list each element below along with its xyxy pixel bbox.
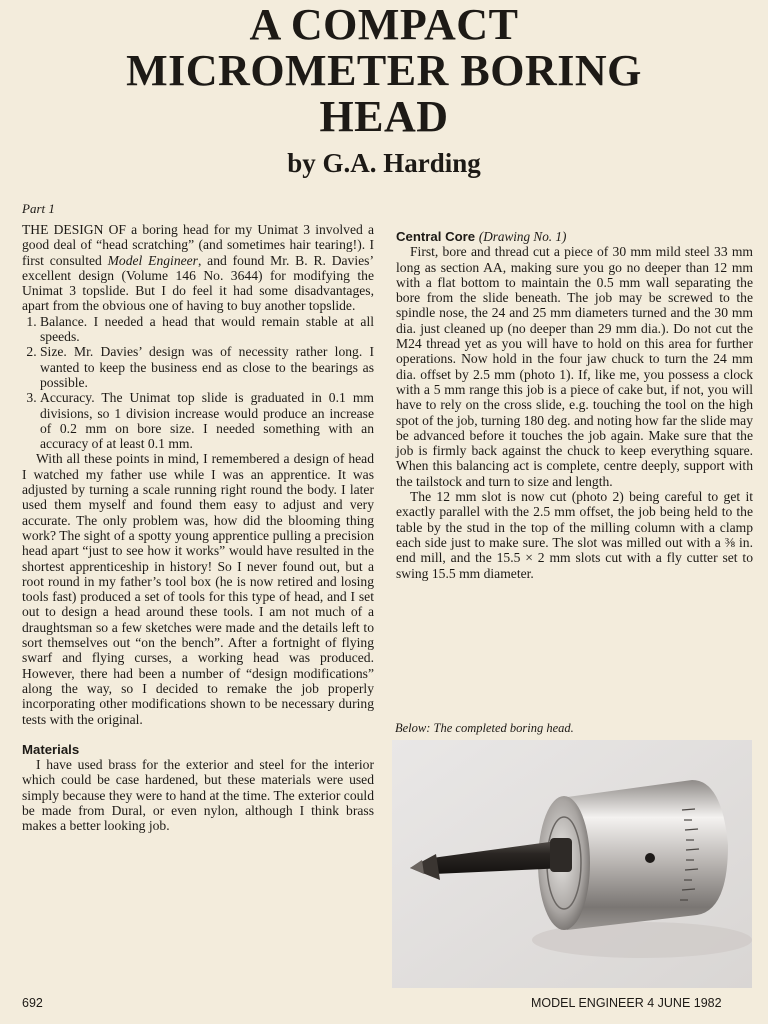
- photo-caption: Below: The completed boring head.: [395, 721, 574, 735]
- magazine-name: Model Engineer: [107, 252, 198, 268]
- materials-paragraph: I have used brass for the exterior and steel for the interior which could be case hardened, but these materials were used simply because they were to hand at the time. The exterior could be made from Dural, or even nylon, although I think brass makes a better looking job.: [22, 757, 374, 834]
- article-title: [0, 2, 768, 140]
- materials-heading: Materials: [22, 741, 80, 757]
- intro-paragraph: [22, 222, 374, 314]
- part-label: Part 1: [22, 201, 55, 216]
- page-number: 692: [22, 996, 43, 1010]
- heading-text: Central Core: [396, 229, 476, 244]
- body-paragraph: The 12 mm slot is now cut (photo 2) being careful to get it exactly parallel with the 2.5 mm offset, the job being held to the table by the stud in the top of the milling column with a clamp each side just to make sure. The slot was milled out with a ⅜ in. end mill, and the 15.5 × 2 mm slots cut with a fly cutter set to swing 15.5 mm diameter.: [396, 489, 753, 581]
- byline: by G.A. Harding: [287, 148, 481, 178]
- intro-lead: THE DESIGN OF: [22, 222, 126, 237]
- title-line-2: MICROMETER BORING: [126, 46, 642, 95]
- boring-head-photo: [392, 740, 752, 988]
- left-column: [22, 222, 374, 834]
- body-paragraph: With all these points in mind, I remembered a design of head I watched my father use while I was an apprentice. It was adjusted by turning a scale running right round the body. I later used them myself and found them easy to adjust and very accurate. The only problem was, how did the blooming thing work? The sight of a spotty young apprentice pulling a precision head apart “just to see how it works” would have resulted in the shortest apprenticeship in history! So I never found out, but a root round in my father’s tool box (he is now retired and losing tools fast) produced a set of tools for this type of head, and I set out to design a head around these tools. I am not much of a draughtsman so a few sketches were made and the details left to sort themselves out “on the bench”. After a fortnight of flying swarf and flying curses, a working head was produced. However, there had been a number of “design modifications” along the way, so I decided to remake the job properly incorporating other modifications shown to be necessary during tests with the original.: [22, 451, 374, 727]
- issue-footer: MODEL ENGINEER 4 JUNE 1982: [531, 996, 722, 1010]
- central-core-heading: [396, 229, 753, 244]
- title-line-3: HEAD: [319, 92, 449, 141]
- title-line-1: A COMPACT: [249, 0, 519, 49]
- list-item: 1. Balance. I needed a head that would remain stable at all speeds.: [40, 314, 374, 345]
- list-item: 3. Accuracy. The Unimat top slide is graduated in 0.1 mm divisions, so 1 division increase would produce an increase of 0.2 mm on bore size. I needed something with an accuracy of at least 0.1 mm.: [40, 390, 374, 451]
- right-column: [396, 229, 753, 581]
- intro-text-a: a boring head for my Unimat 3 involved a good deal of “head scratching” (and sometimes hair tearing!). I first consulted: [22, 222, 374, 268]
- drawing-reference: (Drawing No. 1): [478, 229, 567, 244]
- body-paragraph: First, bore and thread cut a piece of 30 mm mild steel 33 mm long as section AA, making sure you go no deeper than 12 mm with a flat bottom to maintain the 0.5 mm wall separating the bore from the slide beneath. The job may be screwed to the spindle nose, the 24 and 25 mm diameters turned and the 30 mm dia. just cleaned up (no deeper than 29 mm dia.). Do not cut the M24 thread yet as you will have to hold on this area for further operations. Now hold in the four jaw chuck to turn the 24 mm dia. offset by 2.5 mm (photo 1). If, like me, you possess a clock with a 5 mm range this job is a piece of cake but, if not, you will have to rely on the cross slide, e.g. touching the tool on the high spot of the job, turning 180 deg. and noting how far the slide may be advanced before it touches the job again. Make sure that the job is firmly back against the chuck to keep everything square. When this balancing act is complete, centre deeply, support with the tailstock and turn to size and length.: [396, 244, 753, 489]
- intro-text-b: , and found Mr. B. R. Davies’ excellent design (Volume 146 No. 3644) for modifying the Unimat 3 topslide. But I do feel it had some disadvantages, apart from the obvious one of having to buy another topslide.: [22, 252, 374, 314]
- list-item: 2. Size. Mr. Davies’ design was of necessity rather long. I wanted to keep the business end as close to the bearings as possible.: [40, 344, 374, 390]
- requirements-list: [22, 314, 374, 452]
